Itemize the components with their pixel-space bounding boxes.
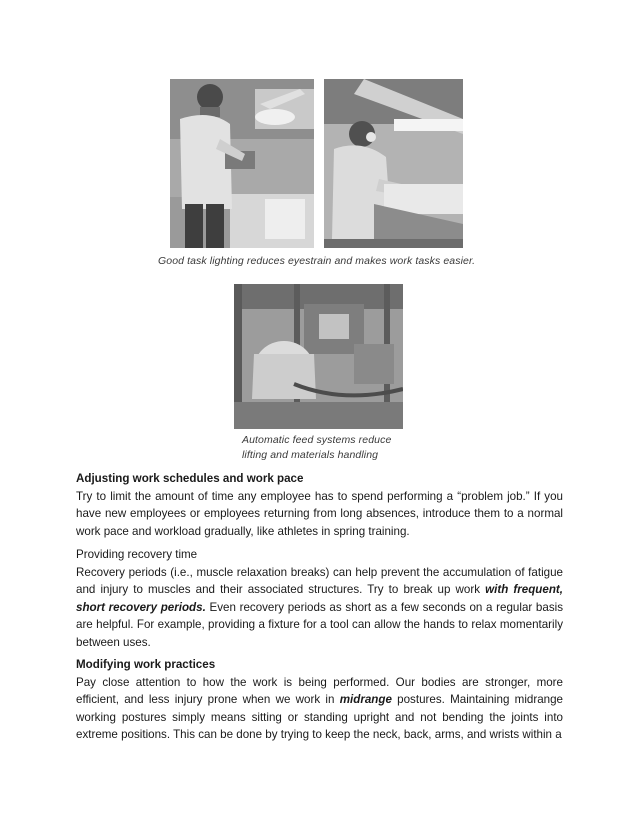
figure-caption-feed-line2: lifting and materials handling	[242, 449, 379, 461]
paragraph-text: postures. Maintaining midrange working postures simply means sitting or standing upright and not bending the joints into extreme positions. This can be done by trying to keep the neck, back, arms, and wrists within a	[76, 693, 563, 741]
section-recovery	[76, 546, 563, 651]
photo-task-lighting-worker	[170, 79, 314, 248]
paragraph-text: Pay close attention to how the work is being performed. Our bodies are stronger, more efficient, and less injury prone when we work in	[76, 675, 563, 706]
section-paragraph: Try to limit the amount of time any employee has to spend performing a “problem job.” If you have new employees or employees returning from long absences, introduce them to a normal work pace and workload gradually, like athletes in spring training.	[76, 489, 563, 538]
section-practices	[76, 656, 563, 744]
section-heading: Adjusting work schedules and work pace	[76, 472, 304, 485]
paragraph-emphasis: with frequent, short recovery periods.	[76, 583, 564, 614]
paragraph-text: Even recovery periods as short as a few seconds on a regular basis are helpful. For example, providing a fixture for a tool can allow the hands to relax momentarily between uses.	[76, 600, 563, 649]
section-paragraph	[76, 564, 563, 652]
section-schedules	[76, 470, 563, 540]
photo-task-lighting-table	[324, 79, 463, 248]
figure-caption-feed-line1: Automatic feed systems reduce	[242, 434, 392, 446]
paragraph-text: Recovery periods (i.e., muscle relaxation breaks) can help prevent the accumulation of fatigue and injury to muscles and their associated structures. Try to break up work	[76, 565, 563, 596]
photo-automatic-feed-system	[234, 284, 403, 429]
section-paragraph	[76, 674, 563, 744]
section-heading: Providing recovery time	[76, 548, 198, 561]
paragraph-emphasis: midrange	[339, 693, 392, 706]
figure-caption-lighting: Good task lighting reduces eyestrain and makes work tasks easier.	[158, 255, 476, 267]
section-heading: Modifying work practices	[76, 658, 216, 671]
